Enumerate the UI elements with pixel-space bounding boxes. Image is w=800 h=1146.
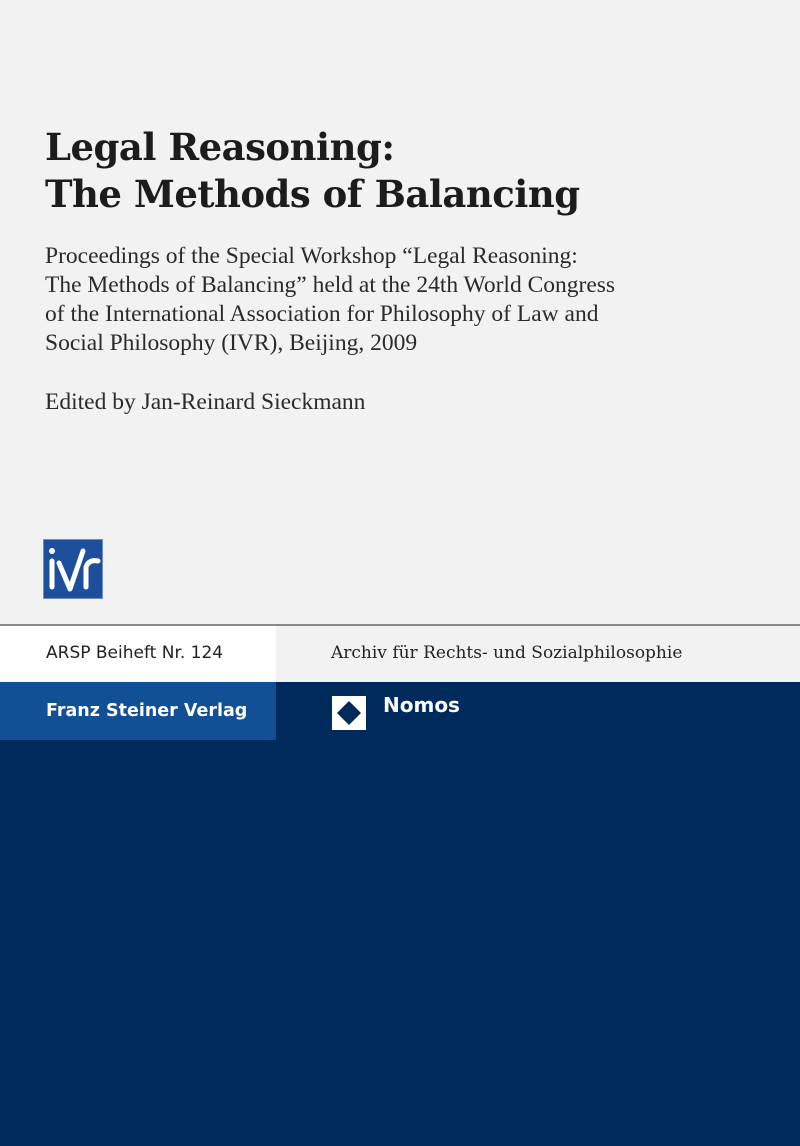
subtitle-line-3: of the International Association for Philosophy of Law and xyxy=(45,301,599,327)
series-number: ARSP Beiheft Nr. 124 xyxy=(46,643,224,663)
publisher-nomos: Nomos xyxy=(383,693,460,717)
subtitle-line-4: Social Philosophy (IVR), Beijing, 2009 xyxy=(45,330,418,356)
subtitle-line-1: Proceedings of the Special Workshop “Legal Reasoning: xyxy=(45,243,578,269)
navy-lower-panel xyxy=(0,682,800,1146)
nomos-diamond-icon xyxy=(332,696,366,730)
book-title xyxy=(45,124,580,218)
book-editor: Edited by Jan-Reinard Sieckmann xyxy=(45,389,366,415)
subtitle-line-2: The Methods of Balancing” held at the 24th World Congress xyxy=(45,272,616,298)
series-name: Archiv für Rechts- und Sozialphilosophie xyxy=(331,643,683,663)
ivr-logo-icon xyxy=(43,539,103,599)
book-subtitle xyxy=(45,242,765,358)
publisher-steiner: Franz Steiner Verlag xyxy=(46,701,248,721)
title-line-2: The Methods of Balancing xyxy=(45,172,580,216)
title-line-1: Legal Reasoning: xyxy=(45,125,395,169)
